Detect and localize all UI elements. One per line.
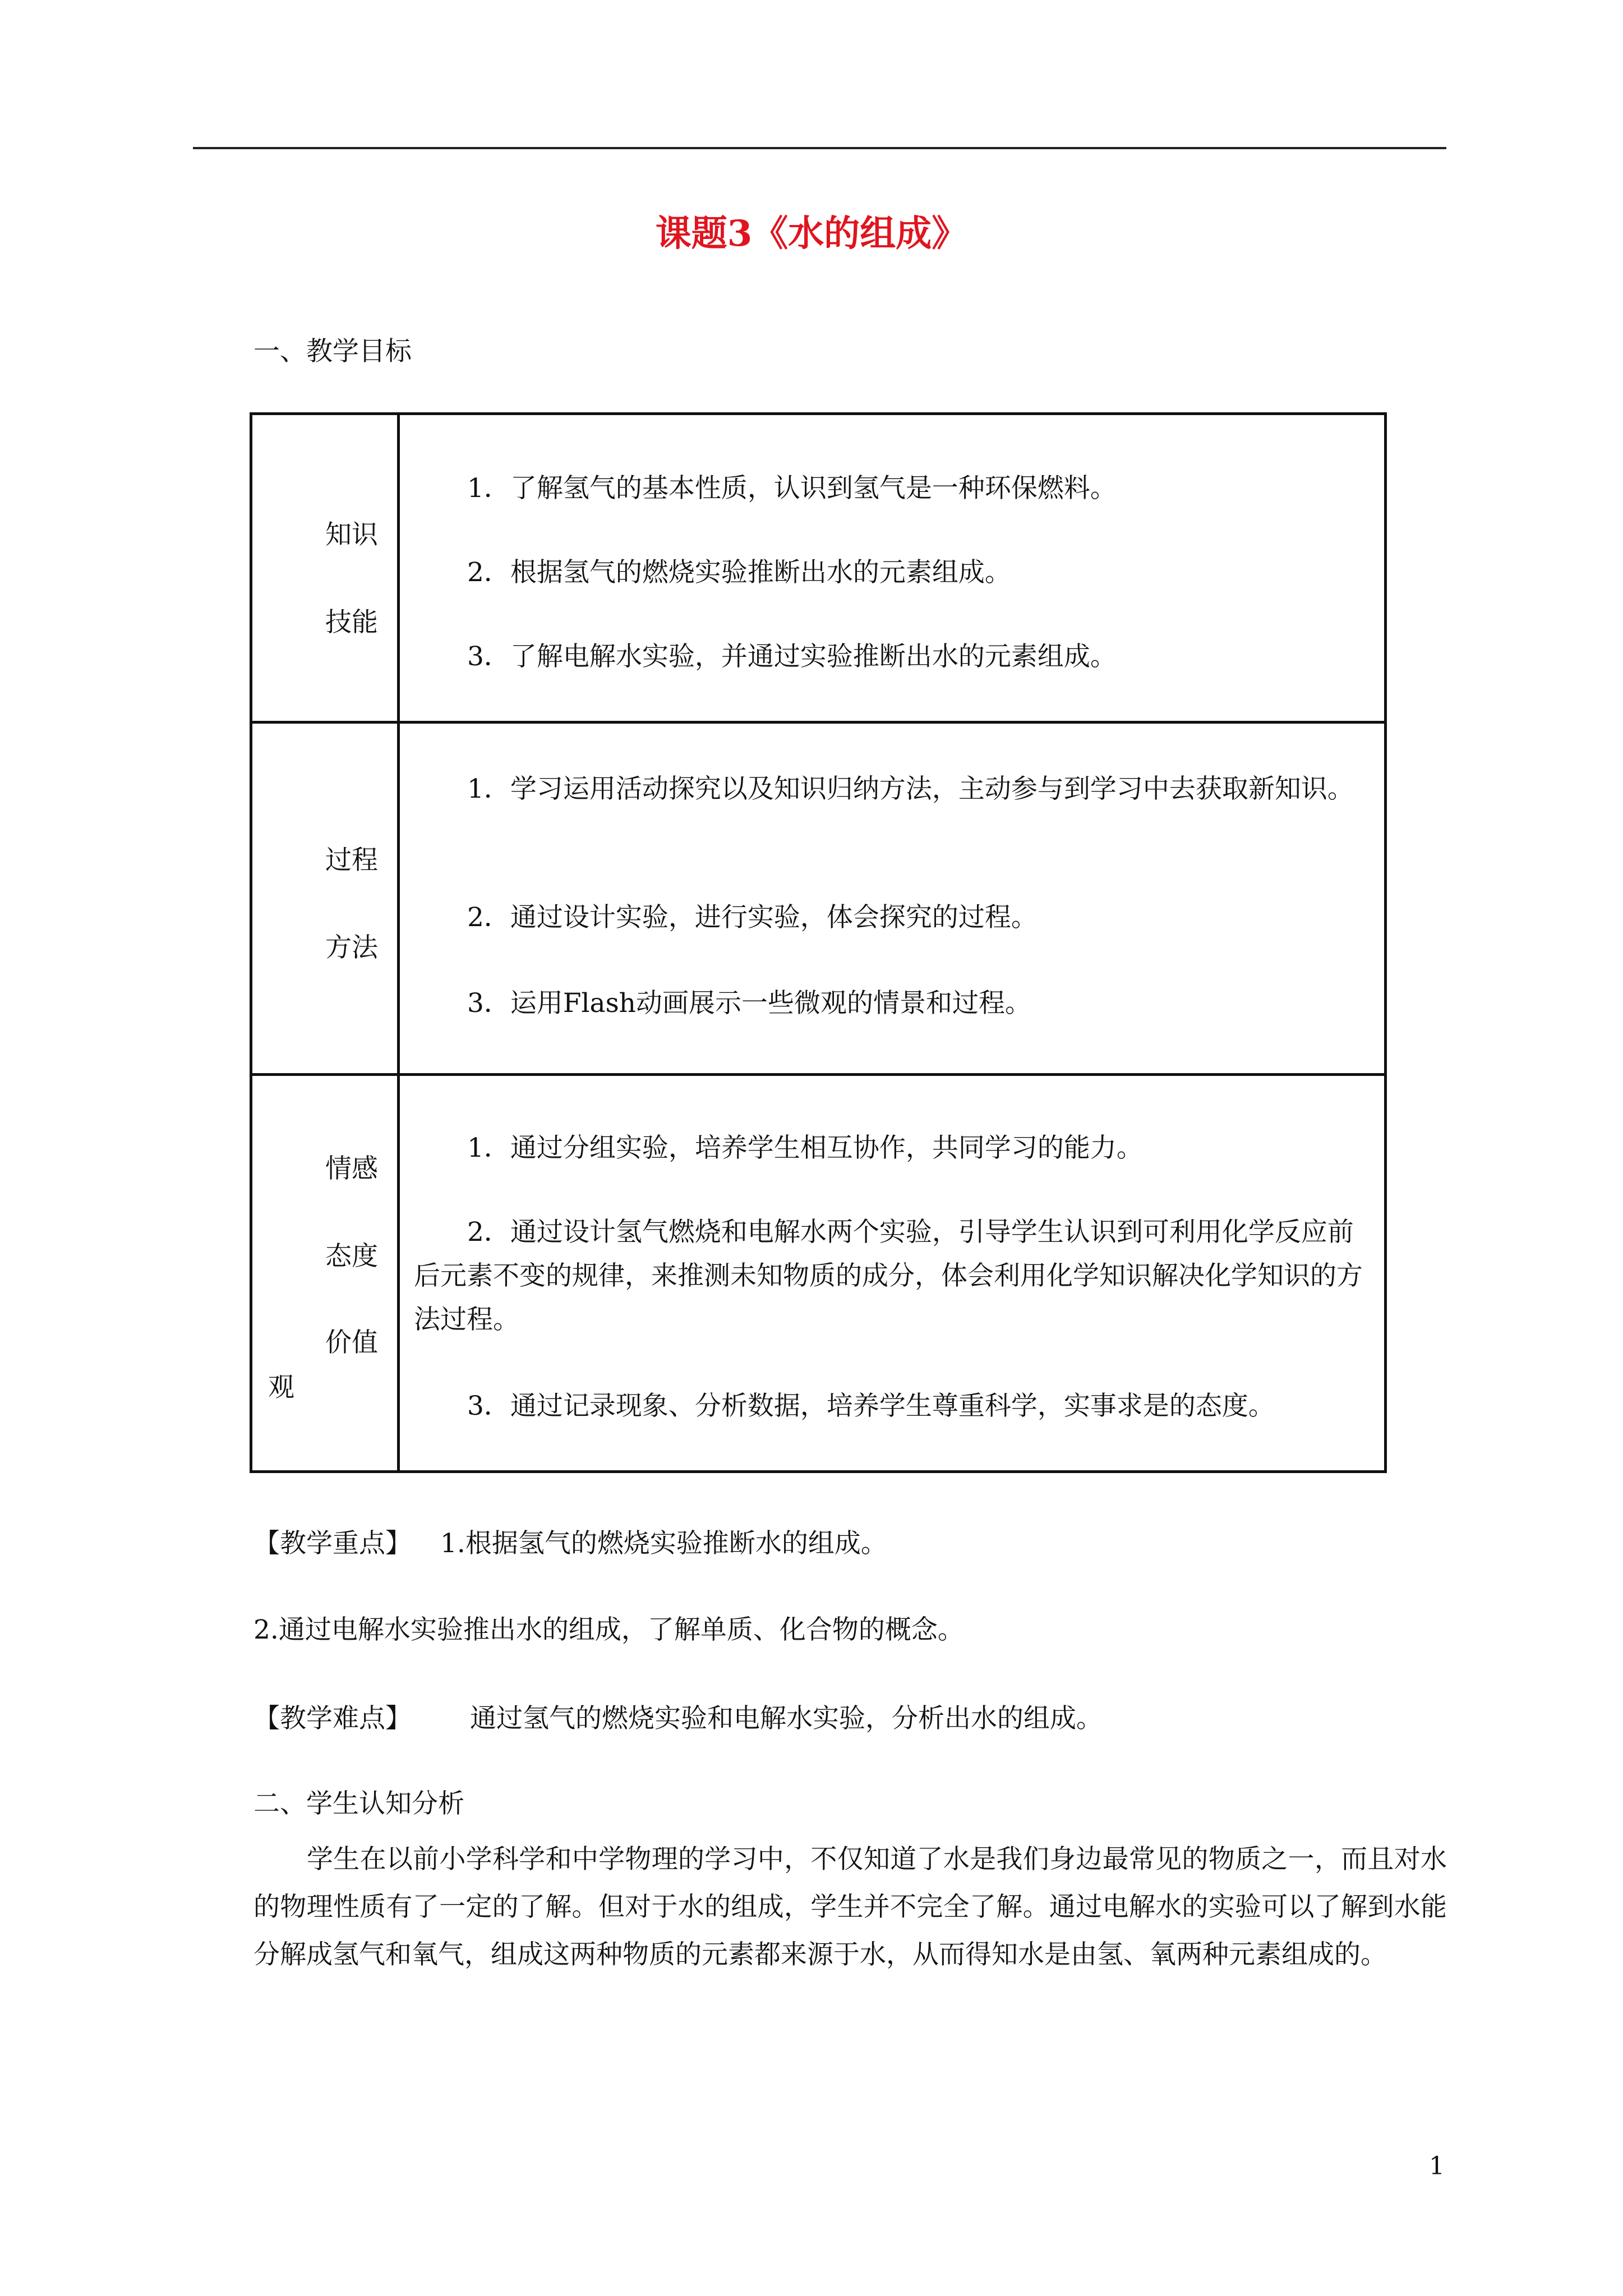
list-item: 2．根据氢气的燃烧实验推断出水的元素组成。: [467, 557, 1011, 588]
list-item: 3．了解电解水实验，并通过实验推断出水的元素组成。: [467, 641, 1117, 672]
table-row: [251, 414, 1386, 723]
category-cell: [251, 414, 399, 723]
content-cell: [399, 723, 1386, 1075]
category-line: 价值: [325, 1327, 378, 1358]
key-points-line2: 2.通过电解水实验推出水的组成，了解单质、化合物的概念。: [253, 1614, 964, 1645]
page-number: 1: [1429, 2152, 1445, 2180]
page-title: 课题3《水的组成》: [655, 213, 968, 255]
analysis-paragraph: 学生在以前小学科学和中学物理的学习中，不仅知道了水是我们身边最常见的物质之一，而且对水的物理性质有了一定的了解。但对于水的组成，学生并不完全了解。通过电解水的实验可以了解到水能分解成氢气和氧气，组成这两种物质的元素都来源于水，从而得知水是由氢、氧两种元素组成的。: [253, 1844, 1447, 1970]
category-cell: [251, 723, 399, 1075]
section-heading-analysis: 二、学生认知分析: [253, 1788, 464, 1819]
content-cell: [399, 1075, 1386, 1472]
header-rule: [193, 147, 1446, 149]
category-line: 技能: [325, 607, 378, 638]
table-row: [251, 723, 1386, 1075]
category-line: 情感: [325, 1153, 378, 1184]
difficult-points-text: 通过氢气的燃烧实验和电解水实验，分析出水的组成。: [470, 1703, 1103, 1734]
category-line: 方法: [325, 932, 378, 963]
list-item: 2．通过设计实验，进行实验，体会探究的过程。: [467, 902, 1038, 933]
list-item: 3．通过记录现象、分析数据，培养学生尊重科学，实事求是的态度。: [467, 1391, 1275, 1421]
table-row: [251, 1075, 1386, 1472]
key-points-label: 【教学重点】: [253, 1528, 412, 1559]
category-line: 知识: [325, 519, 378, 550]
category-cell: [251, 1075, 399, 1472]
category-line: 过程: [325, 845, 378, 876]
list-item: 1．通过分组实验，培养学生相互协作，共同学习的能力。: [467, 1133, 1143, 1163]
category-line: 观: [268, 1372, 294, 1403]
key-points-line1: 1.根据氢气的燃烧实验推断水的组成。: [440, 1528, 887, 1559]
list-item: 2．通过设计氢气燃烧和电解水两个实验，引导学生认识到可利用化学反应前后元素不变的规律，来推测未知物质的成分，体会利用化学知识解决化学知识的方法过程。: [414, 1217, 1363, 1335]
difficult-points-label: 【教学难点】: [253, 1703, 412, 1734]
section-heading-objectives: 一、教学目标: [253, 336, 412, 367]
objectives-table: [250, 412, 1387, 1473]
list-item: 1．了解氢气的基本性质，认识到氢气是一种环保燃料。: [467, 473, 1117, 504]
content-cell: [399, 414, 1386, 723]
list-item: 1．学习运用活动探究以及知识归纳方法，主动参与到学习中去获取新知识。: [467, 774, 1354, 804]
category-line: 态度: [325, 1241, 378, 1272]
list-item: 3．运用Flash动画展示一些微观的情景和过程。: [467, 988, 1031, 1019]
